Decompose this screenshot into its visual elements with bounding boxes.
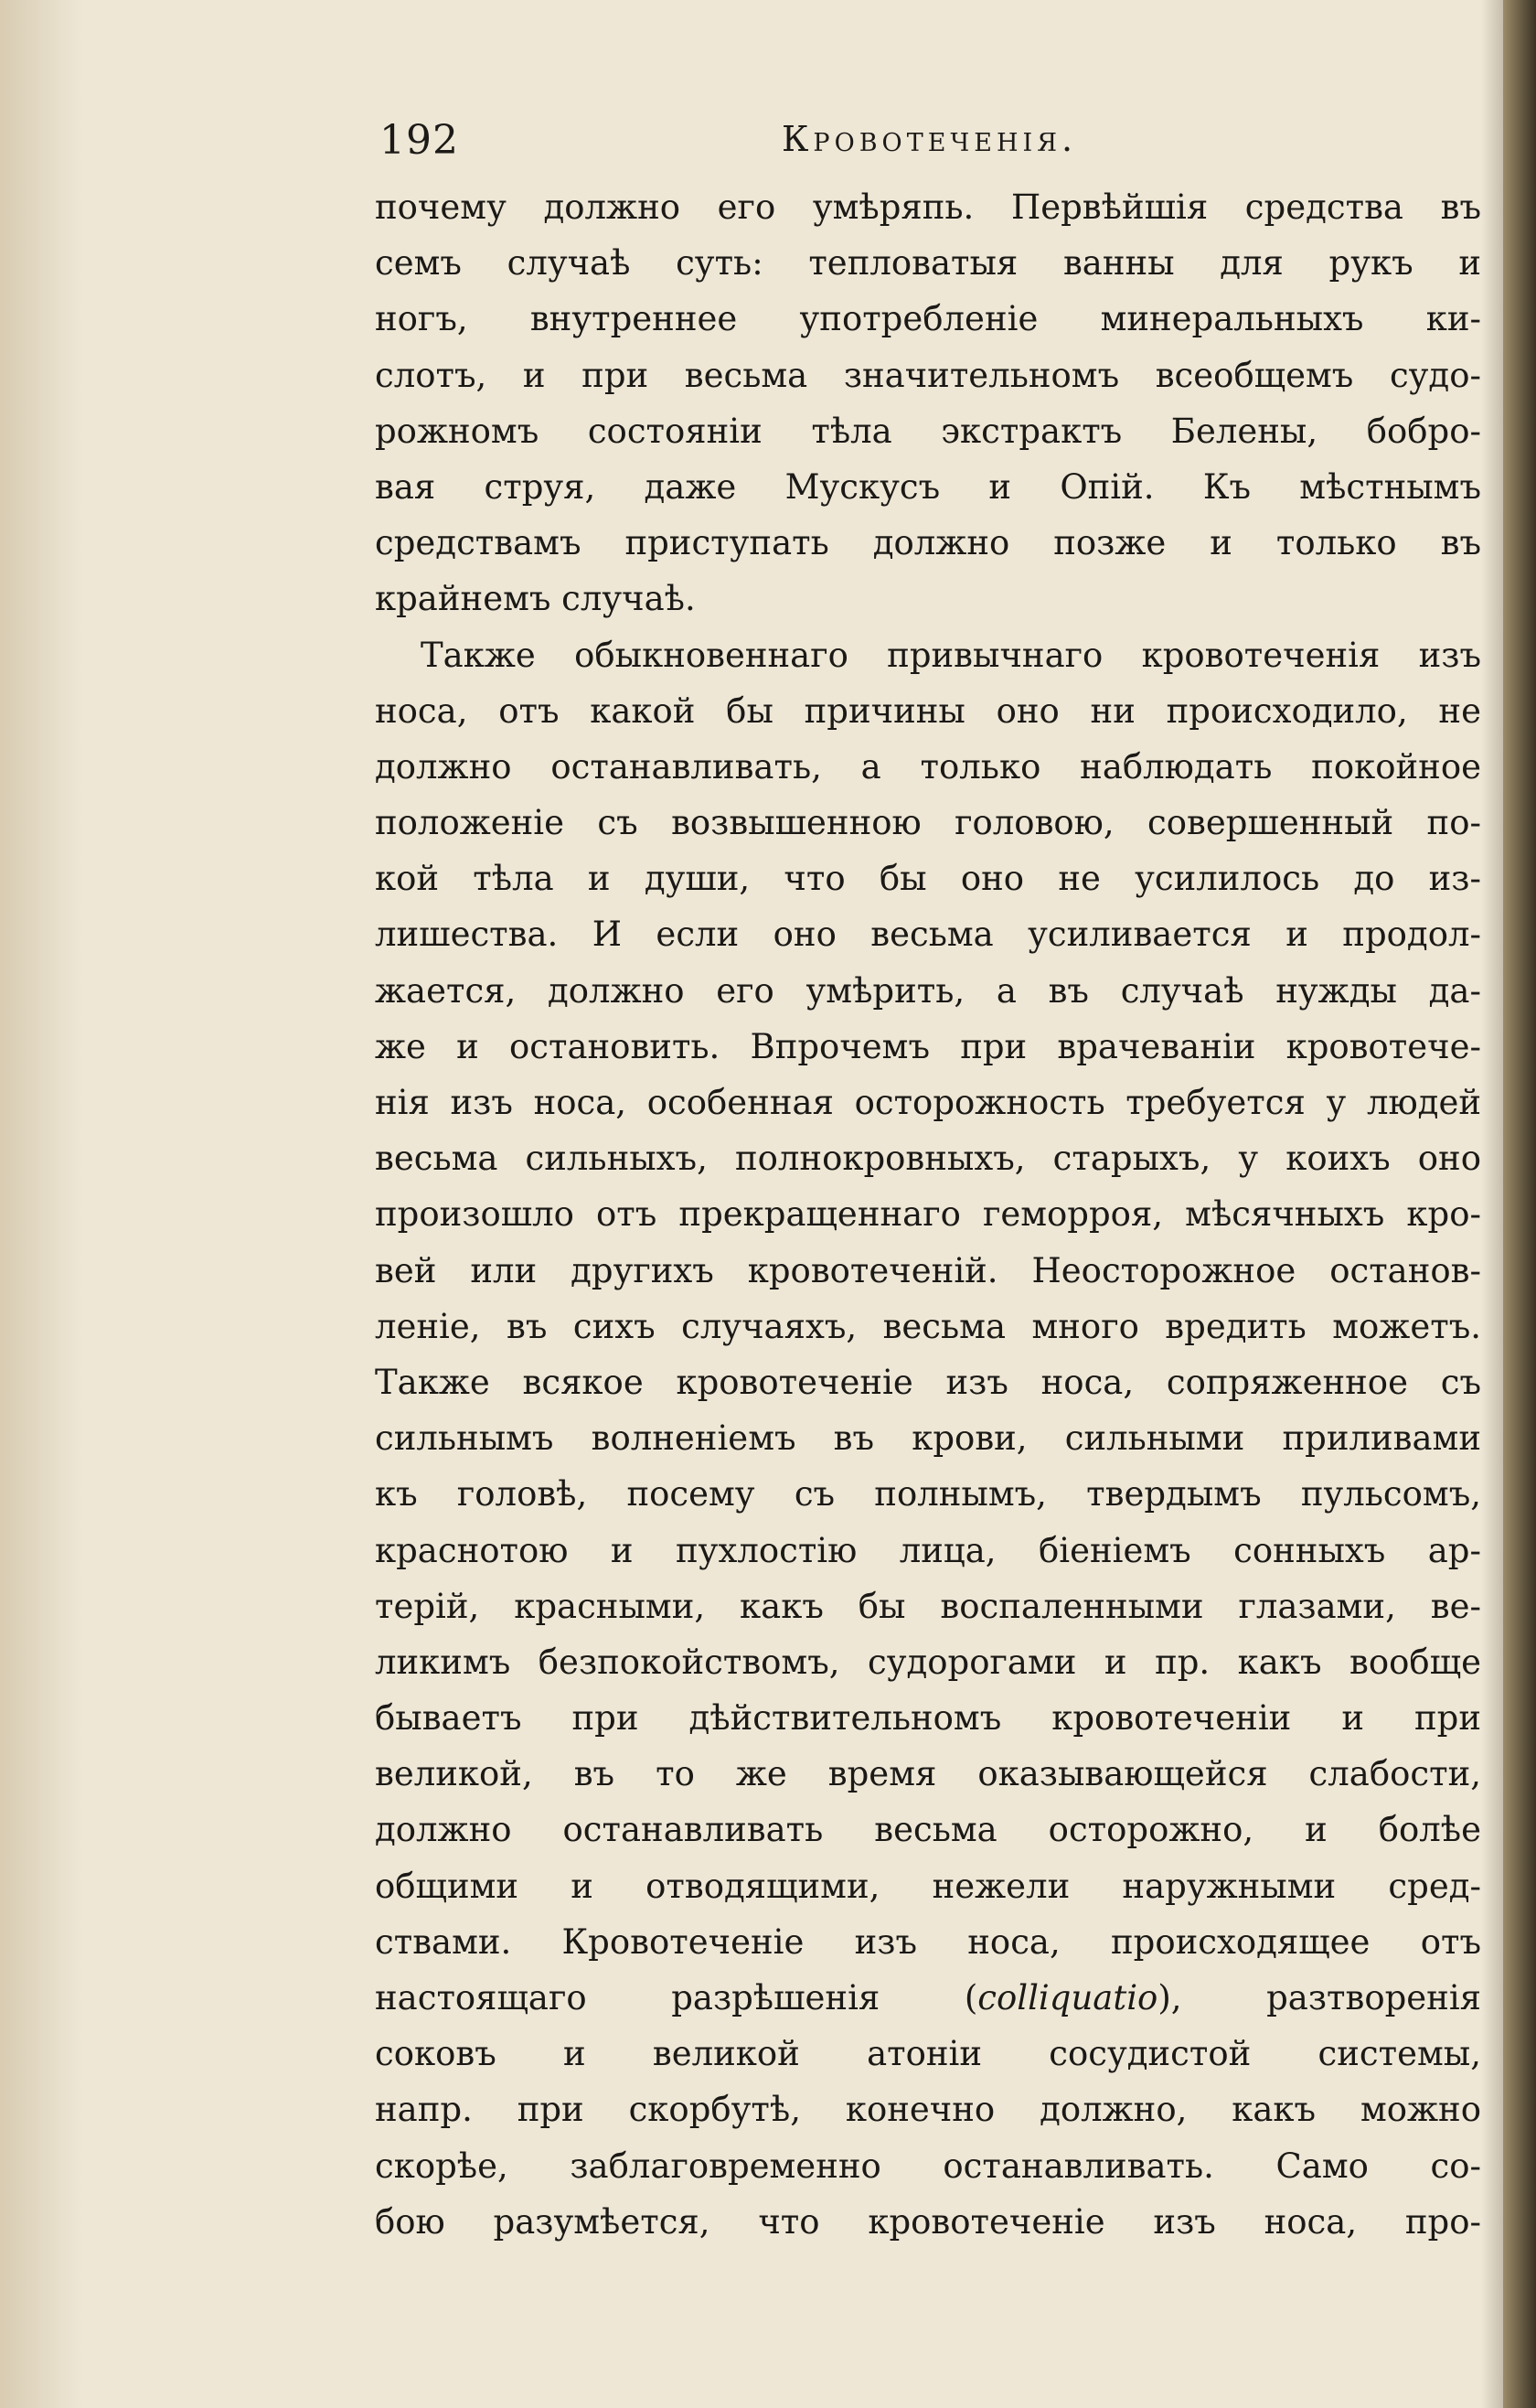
text-line: положеніе съ возвышенною головою, совершенный по- [375,803,1481,843]
text-line: крайнемъ случаѣ. [375,579,696,619]
text-line: слотъ, и при весьма значительномъ всеобщемъ судо- [375,355,1481,395]
text-line: же и остановить. Впрочемъ при врачеваніи кровотече- [375,1026,1481,1066]
text-line: средствамъ приступать должно позже и только въ [375,523,1481,563]
text-line: ствами. Кровотеченіе изъ носа, происходящее отъ [375,1921,1481,1962]
text-line: вая струя, даже Мускусъ и Опій. Къ мѣстнымъ [375,466,1481,507]
text-line: весьма сильныхъ, полнокровныхъ, старыхъ, у коихъ оно [375,1139,1481,1179]
text-line: носа, отъ какой бы причины оно ни происходило, не [375,690,1481,731]
page-edge-shadow [1503,0,1536,2408]
text-line: краснотою и пухлостію лица, біеніемъ сонныхъ ар- [375,1530,1481,1570]
text-line: должно останавливать, а только наблюдать покойное [375,746,1481,787]
text-line: должно останавливать весьма осторожно, и болѣе [375,1810,1481,1850]
page-header [379,117,1477,172]
text-line: общими и отводящими, нежели наружными сред- [375,1866,1481,1906]
text-line: бываетъ при дѣйствительномъ кровотеченіи и при [375,1698,1481,1739]
text-line: соковъ и великой атоніи сосудистой системы, [375,2034,1481,2074]
text-line: семъ случаѣ суть: тепловатыя ванны для рукъ и [375,243,1481,284]
text-line: къ головѣ, посему съ полнымъ, твердымъ пульсомъ, [375,1474,1481,1514]
text-line: леніе, въ сихъ случаяхъ, весьма много вредить можетъ. [375,1306,1481,1346]
text-line: скорѣе, заблаговременно останавливать. Само со- [375,2146,1481,2186]
text-line: лишества. И если оно весьма усиливается и продол- [375,915,1481,955]
text-line: терій, красными, какъ бы воспаленными глазами, ве- [375,1586,1481,1626]
latin-term: colliquatio [977,1978,1158,2017]
text-line: ликимъ безпокойствомъ, судорогами и пр. какъ вообще [375,1642,1481,1682]
latin-open-paren: ( [964,1978,978,2017]
running-title: Кровотеченія. [782,119,1078,159]
text-line: нія изъ носа, особенная осторожность требуется у людей [375,1083,1481,1122]
text-fragment: настоящаго разрѣшенія [375,1978,880,2017]
text-line: великой, въ то же время оказывающейся слабости, [375,1754,1481,1794]
text-fragment: разтворенія [1266,1978,1481,2017]
text-line: ногъ, внутреннее употребленіе минеральныхъ ки- [375,299,1481,339]
latin-close-paren: ), [1157,1978,1182,2017]
text-line: кой тѣла и души, что бы оно не усилилось до из- [375,859,1481,899]
body-text [375,179,1481,2250]
text-line: произошло отъ прекращеннаго геморроя, мѣсячныхъ кро- [375,1194,1481,1235]
text-line: жается, должно его умѣрить, а въ случаѣ нужды да- [375,970,1481,1011]
text-line: напр. при скорбутѣ, конечно должно, какъ можно [375,2090,1481,2130]
text-line: почему должно его умѣряпь. Первѣйшія средства въ [375,187,1481,227]
text-line: Также всякое кровотеченіе изъ носа, сопряженное съ [375,1362,1481,1402]
text-line-with-latin [375,1970,1481,2026]
text-line: вей или другихъ кровотеченій. Неосторожное останов- [375,1250,1481,1290]
text-line: рожномъ состояніи тѣла экстрактъ Белены, бобро- [375,411,1481,451]
text-line: сильнымъ волненіемъ въ крови, сильными приливами [375,1418,1481,1459]
text-line: Также обыкновеннаго привычнаго кровотеченія изъ [421,635,1481,675]
text-line: бою разумѣется, что кровотеченіе изъ носа, про- [375,2201,1481,2242]
page-number: 192 [379,117,459,164]
